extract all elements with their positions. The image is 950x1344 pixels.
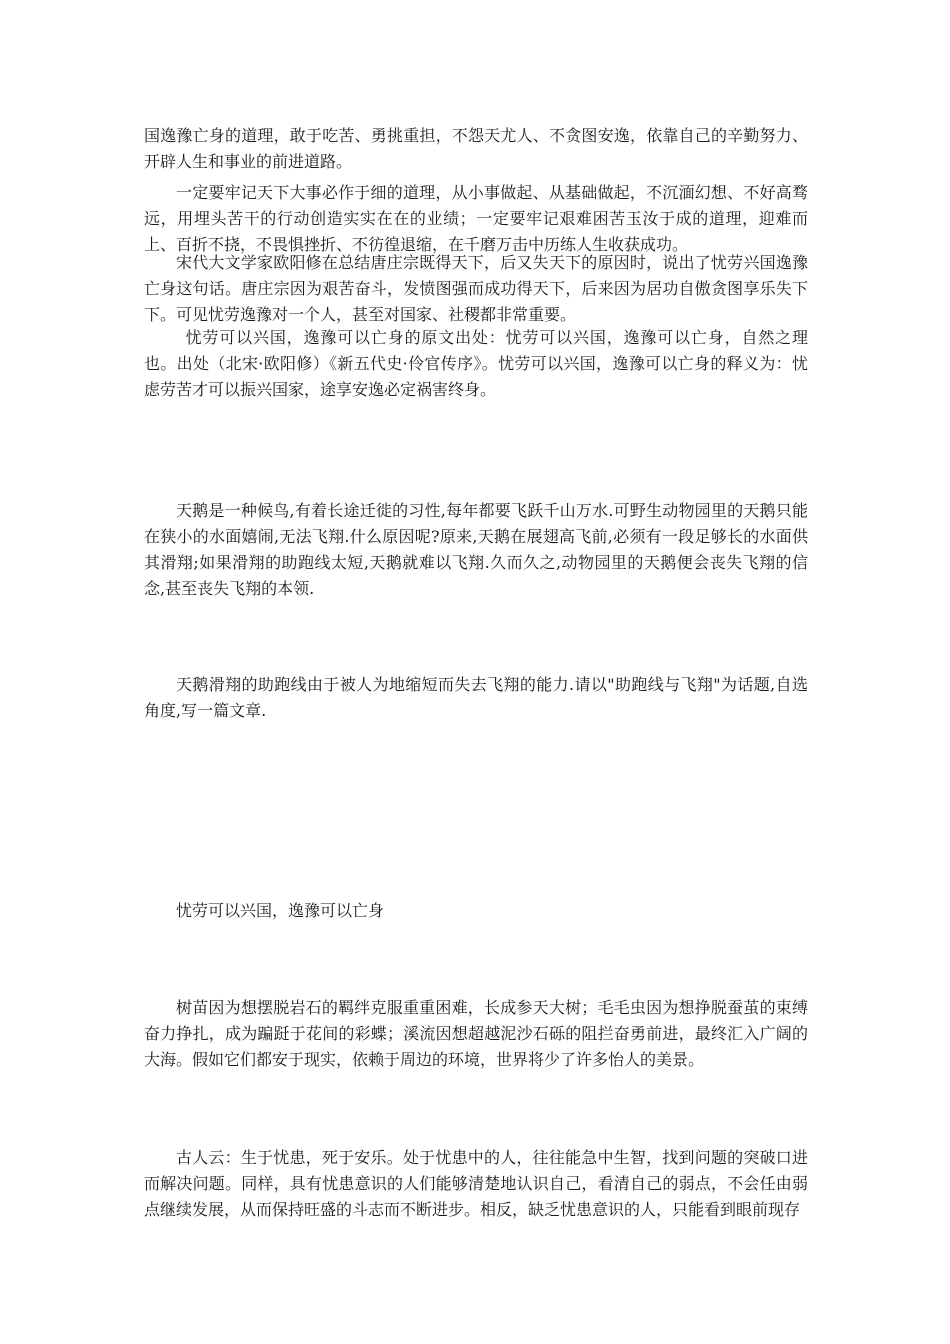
paragraph-8: 树苗因为想摆脱岩石的羁绊克服重重困难，长成参天大树；毛毛虫因为想挣脱蚕茧的束缚奋力挣扎，成为蹁跹于花间的彩蝶；溪流因想超越泥沙石砾的阻拦奋勇前进，最终汇入广阔的大海。假如它们都安于现实，依赖于周边的环境，世界将少了许多怡人的美景。 [144, 998, 808, 1069]
paragraph-4: 忧劳可以兴国，逸豫可以亡身的原文出处：忧劳可以兴国，逸豫可以亡身，自然之理也。出处（北宋·欧阳修）《新五代史·伶官传序》。忧劳可以兴国，逸豫可以亡身的释义为：忧虑劳苦才可以振兴国家，途享安逸必定祸害终身。 [144, 328, 808, 399]
paragraph-5: 天鹅是一种候鸟,有着长途迁徙的习性,每年都要飞跃千山万水.可野生动物园里的天鹅只能在狭小的水面嬉闹,无法飞翔.什么原因呢?原来,天鹅在展翅高飞前,必须有一段足够长的水面供其滑翔;如果滑翔的助跑线太短,天鹅就难以飞翔.久而久之,动物园里的天鹅便会丧失飞翔的信念,甚至丧失飞翔的本领. [144, 501, 808, 598]
paragraph-2: 一定要牢记天下大事必作于细的道理，从小事做起、从基础做起，不沉湎幻想、不好高骛远，用埋头苦干的行动创造实实在在的业绩；一定要牢记艰难困苦玉汝于成的道理，迎难而上、百折不挠，不畏惧挫折、不彷徨退缩，在千磨万击中历练人生收获成功。 [144, 183, 808, 254]
paragraph-1: 国逸豫亡身的道理，敢于吃苦、勇挑重担，不怨天尤人、不贪图安逸，依靠自己的辛勤努力、开辟人生和事业的前进道路。 [144, 126, 808, 171]
paragraph-7: 忧劳可以兴国，逸豫可以亡身 [176, 901, 385, 920]
paragraph-9: 古人云：生于忧患，死于安乐。处于忧患中的人，往往能急中生智，找到问题的突破口进而解决问题。同样，具有忧患意识的人们能够清楚地认识自己，看清自己的弱点，不会任由弱点继续发展，从而保持旺盛的斗志而不断进步。相反，缺乏忧患意识的人，只能看到眼前现存 [144, 1148, 808, 1219]
paragraph-6: 天鹅滑翔的助跑线由于被人为地缩短而失去飞翔的能力.请以"助跑线与飞翔"为话题,自选角度,写一篇文章. [144, 675, 808, 720]
paragraph-3: 宋代大文学家欧阳修在总结唐庄宗既得天下，后又失天下的原因时，说出了忧劳兴国逸豫亡身这句话。唐庄宗因为艰苦奋斗，发愤图强而成功得天下，后来因为居功自傲贪图享乐失下下。可见忧劳逸豫对一个人，甚至对国家、社稷都非常重要。 [144, 253, 808, 324]
